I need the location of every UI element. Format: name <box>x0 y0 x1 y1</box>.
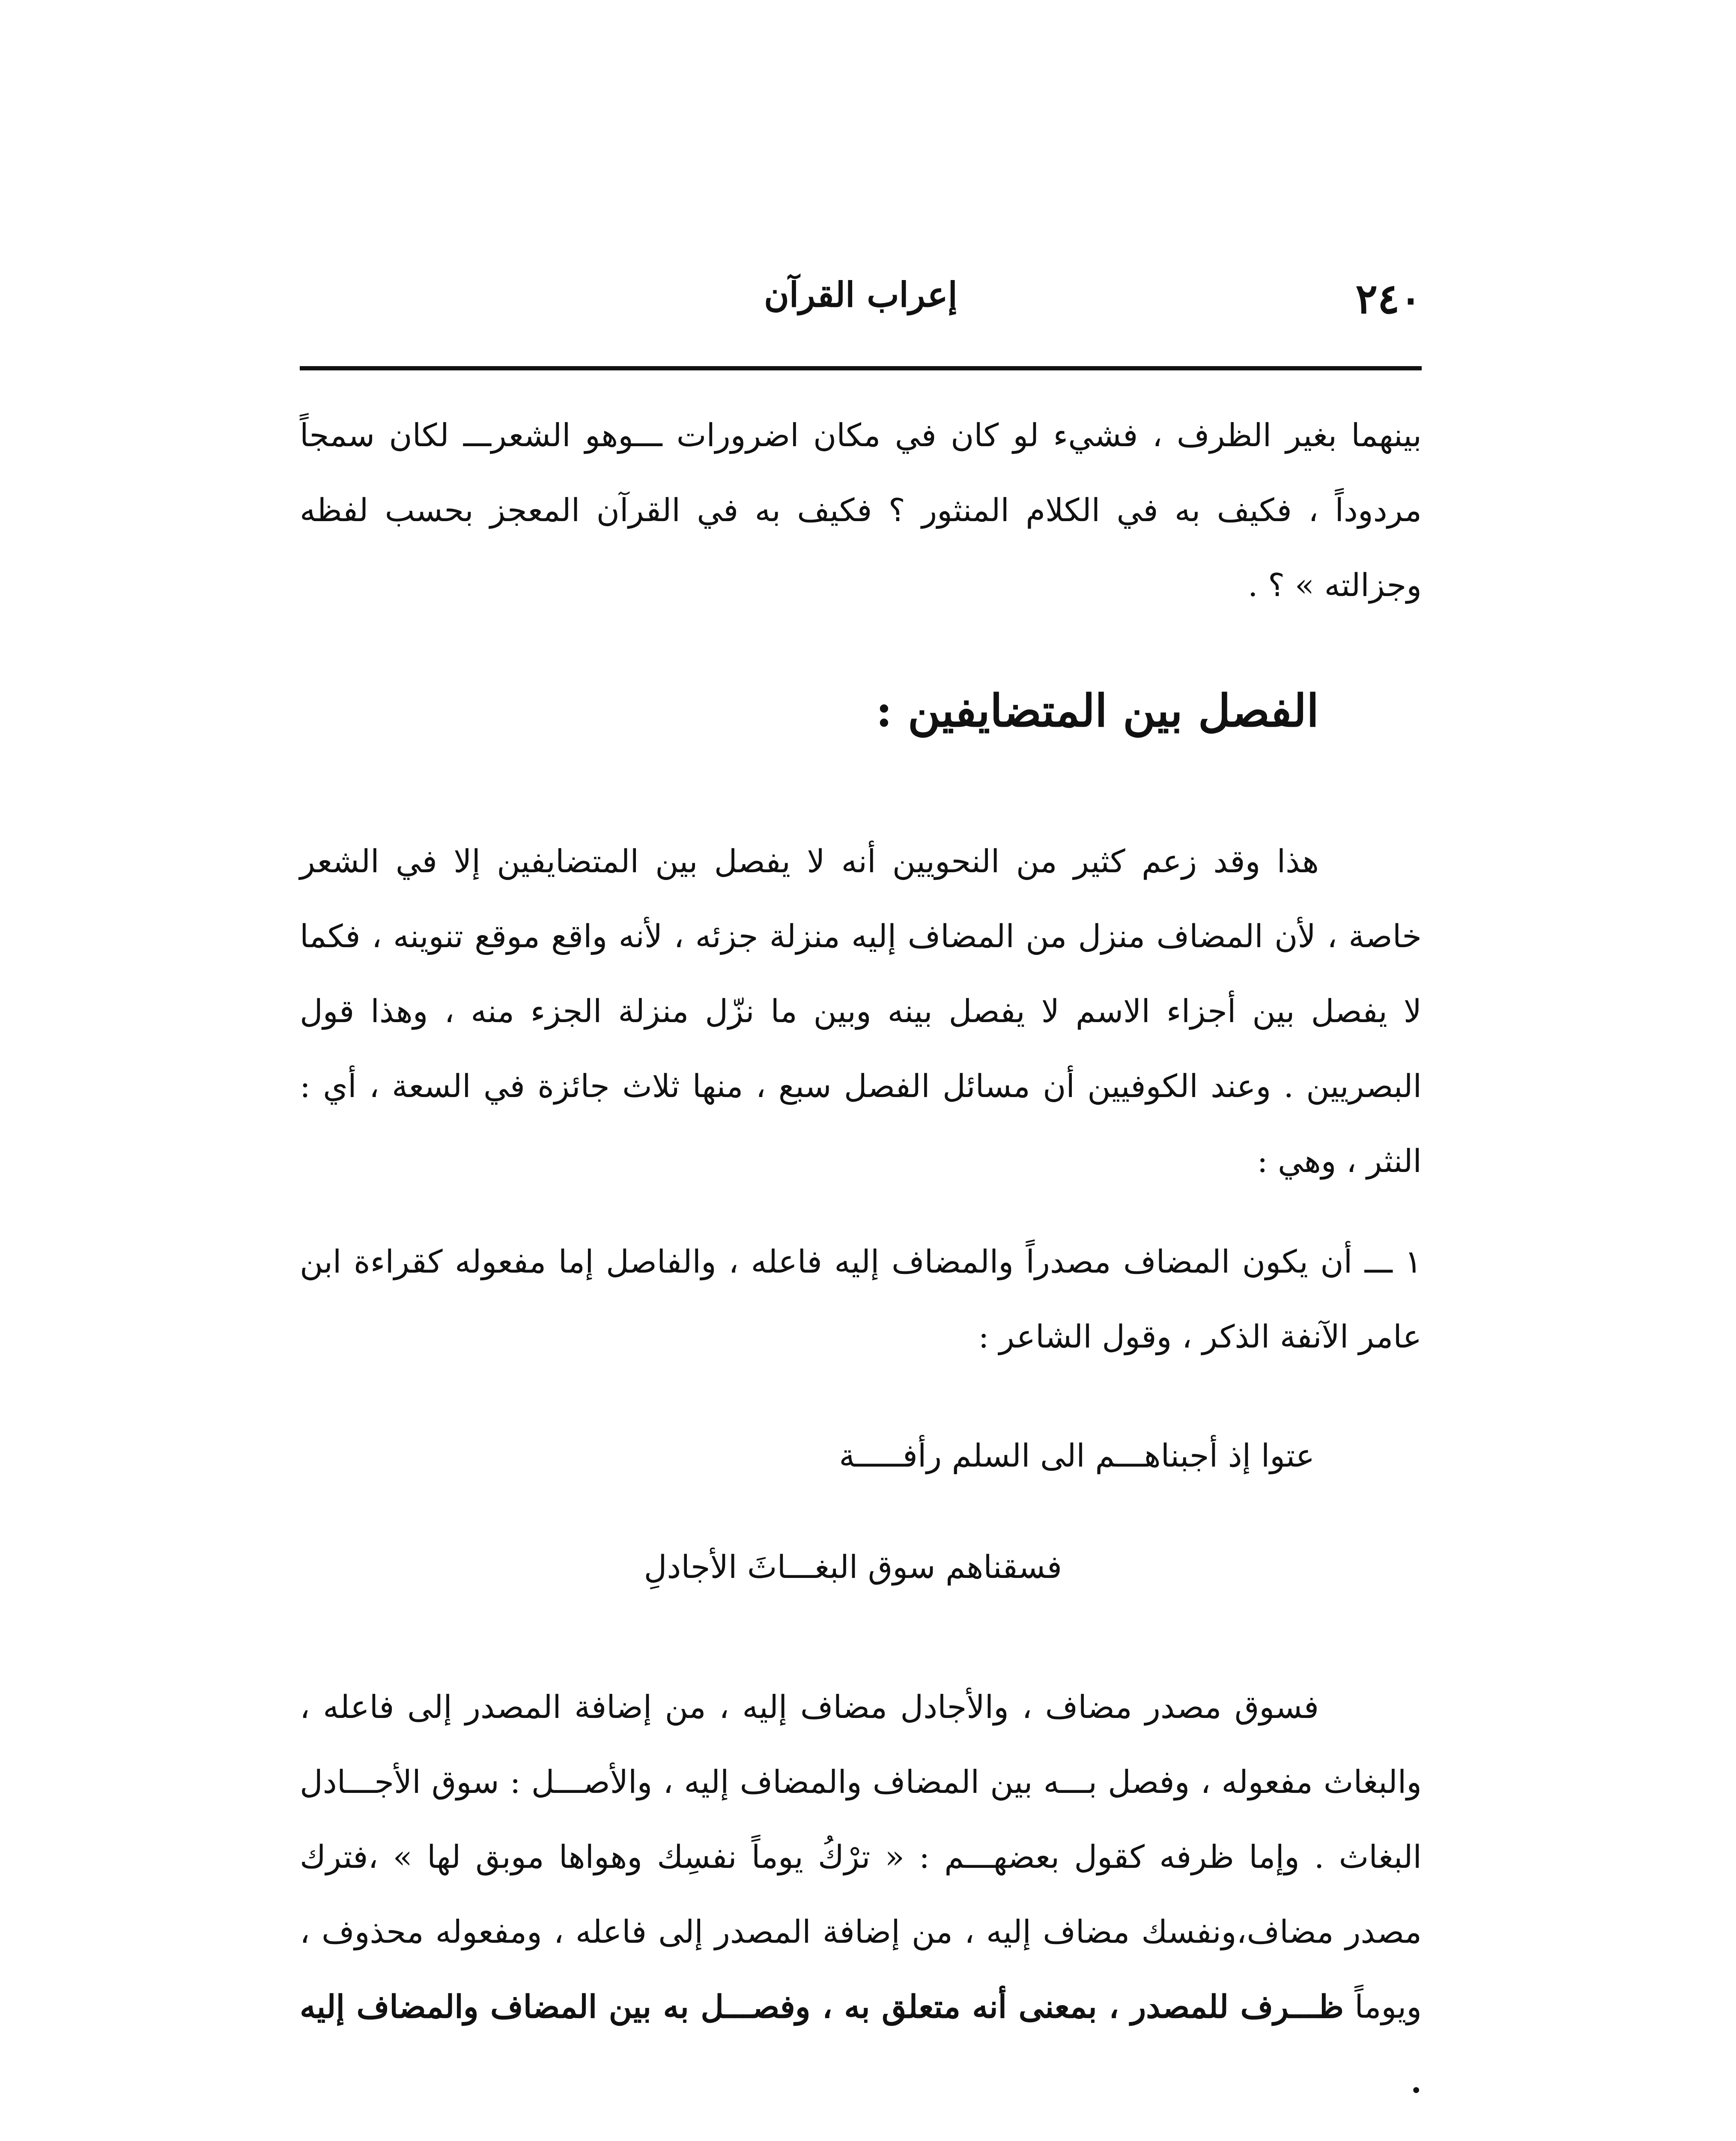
verse-line-1: عتوا إذ أجبناهـــم الى السلم رأفـــــة <box>839 1437 1315 1474</box>
explanation-bold-tail: ظـــرف للمصدر ، بمعنى أنه متعلق به ، وفصـــل به بين المضاف والمضاف إليه . <box>300 1989 1422 2100</box>
running-title: إعراب القرآن <box>764 274 957 315</box>
explanation-paragraph <box>300 1670 1422 2120</box>
intro-paragraph: بينهما بغير الظرف ، فشيء لو كان في مكان اضرورات ـــوهو الشعرـــ لكان سمجاً مردوداً ، فكيف به في الكلام المنثور ؟ فكيف به في القرآن المعجز بحسب لفظه وجزالته » ؟ . <box>300 417 1422 604</box>
list-item-1: ١ ـــ أن يكون المضاف مصدراً والمضاف إليه فاعله ، والفاصل إما مفعوله كقراءة ابن عامر الآنفة الذكر ، وقول الشاعر : <box>300 1243 1422 1355</box>
page-body <box>300 398 1422 2137</box>
section-title: الفصل بين المتضايفين : <box>876 684 1319 737</box>
explanation-text: فسوق مصدر مضاف ، والأجادل مضاف إليه ، من إضافة المصدر إلى فاعله ، والبغاث مفعوله ، وفصل بـــه بين المضاف والمضاف إليه ، والأصـــل : سوق الأجـــادل البغاث . وإما ظرفه كقول بعضهـــم : « ترْكُ يوماً نفسِك وهواها موبق لها » ،فترك مصدر مضاف،ونفسك مضاف إليه ، من إضافة المصدر إلى فاعله ، ومفعوله محذوف ، ويوماً <box>300 1689 1422 2025</box>
page-number: ٢٤٠ <box>1355 274 1422 323</box>
page-header <box>300 274 1422 351</box>
section-paragraph: هذا وقد زعم كثير من النحويين أنه لا يفصل بين المتضايفين إلا في الشعر خاصة ، لأن المضاف منزل من المضاف إليه منزلة جزئه ، لأنه واقع موقع تنوينه ، فكما لا يفصل بين أجزاء الاسم لا يفصل بينه وبين ما نزّل منزلة الجزء منه ، وهذا قول البصريين . وعند الكوفيين أن مسائل الفصل سبع ، منها ثلاث جائزة في السعة ، أي : النثر ، وهي : <box>300 843 1422 1180</box>
verse-line-2: فسقناهم سوق البغـــاثَ الأجادلِ <box>644 1549 1062 1586</box>
header-divider <box>300 366 1422 370</box>
spacer <box>300 1644 1422 1670</box>
